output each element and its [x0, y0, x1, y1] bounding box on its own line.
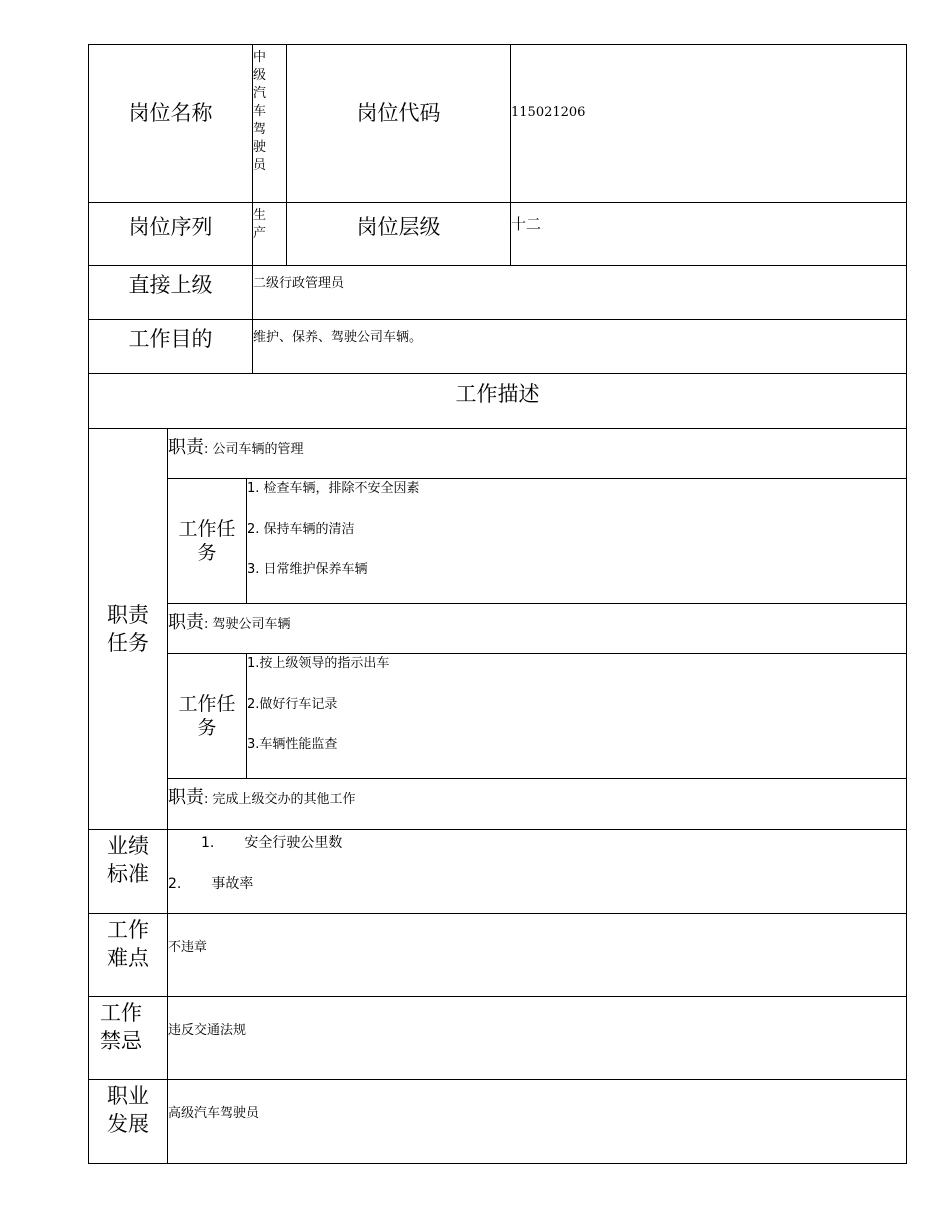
position-series-value: 生产: [253, 208, 267, 241]
duty-2-task-label: 工作任务: [167, 653, 247, 779]
position-series-label: 岗位序列: [88, 202, 253, 266]
purpose-label: 工作目的: [88, 319, 253, 374]
task-item: 3. 日常维护保养车辆: [247, 562, 368, 577]
difficulty-value: 不违章: [168, 940, 208, 955]
taboo-value: 违反交通法规: [168, 1023, 247, 1038]
duty-1: [167, 428, 907, 479]
duty-2-text: : 驾驶公司车辆: [204, 617, 291, 632]
position-code-label: 岗位代码: [286, 44, 511, 203]
duty-2: [167, 603, 907, 654]
position-code-value: 115021206: [511, 105, 586, 120]
position-code-cell: [510, 44, 907, 203]
task-item: 3.车辆性能监查: [247, 737, 338, 752]
taboo-label: 工作禁忌: [88, 996, 168, 1080]
duty-2-prefix: 职责: [168, 612, 204, 633]
position-level-label: 岗位层级: [286, 202, 511, 266]
task-item: 1.按上级领导的指示出车: [247, 656, 390, 671]
supervisor-value: 二级行政管理员: [253, 276, 345, 291]
duty-1-task-label: 工作任务: [167, 478, 247, 604]
task-item: 1. 检查车辆，排除不安全因素: [247, 481, 420, 496]
task-item: 2.做好行车记录: [247, 696, 338, 712]
duties-section-label: 职责任务: [88, 428, 168, 830]
duty-3-text: : 完成上级交办的其他工作: [204, 792, 356, 807]
supervisor-label: 直接上级: [88, 265, 253, 320]
duty-3-prefix: 职责: [168, 787, 204, 808]
position-series-cell: [252, 202, 287, 266]
position-name-label: 岗位名称: [88, 44, 253, 203]
career-cell: [167, 1079, 907, 1164]
supervisor-cell: [252, 265, 907, 320]
position-level-cell: [510, 202, 907, 266]
career-label: 职业发展: [88, 1079, 168, 1164]
purpose-value: 维护、保养、驾驶公司车辆。: [253, 330, 423, 345]
performance-item-2: 2. 事故率: [168, 876, 254, 892]
performance-label: 业绩标准: [88, 829, 168, 914]
work-description-title: 工作描述: [88, 373, 907, 429]
duty-3: [167, 778, 907, 830]
career-value: 高级汽车驾驶员: [168, 1106, 260, 1121]
position-level-value: 十二: [511, 215, 542, 233]
duty-1-prefix: 职责: [168, 437, 204, 458]
duty-1-text: : 公司车辆的管理: [204, 442, 304, 457]
performance-item-1: 1. 安全行驶公里数: [201, 835, 343, 851]
difficulty-label: 工作难点: [88, 913, 168, 997]
position-name-cell: [252, 44, 287, 203]
difficulty-cell: [167, 913, 907, 997]
purpose-cell: [252, 319, 907, 374]
position-name-value: 中级汽车驾驶员: [253, 50, 267, 173]
taboo-cell: [167, 996, 907, 1080]
duty-1-task-list: [246, 478, 907, 604]
task-item: 2. 保持车辆的清洁: [247, 521, 355, 537]
performance-cell: [167, 829, 907, 914]
duty-2-task-list: [246, 653, 907, 779]
